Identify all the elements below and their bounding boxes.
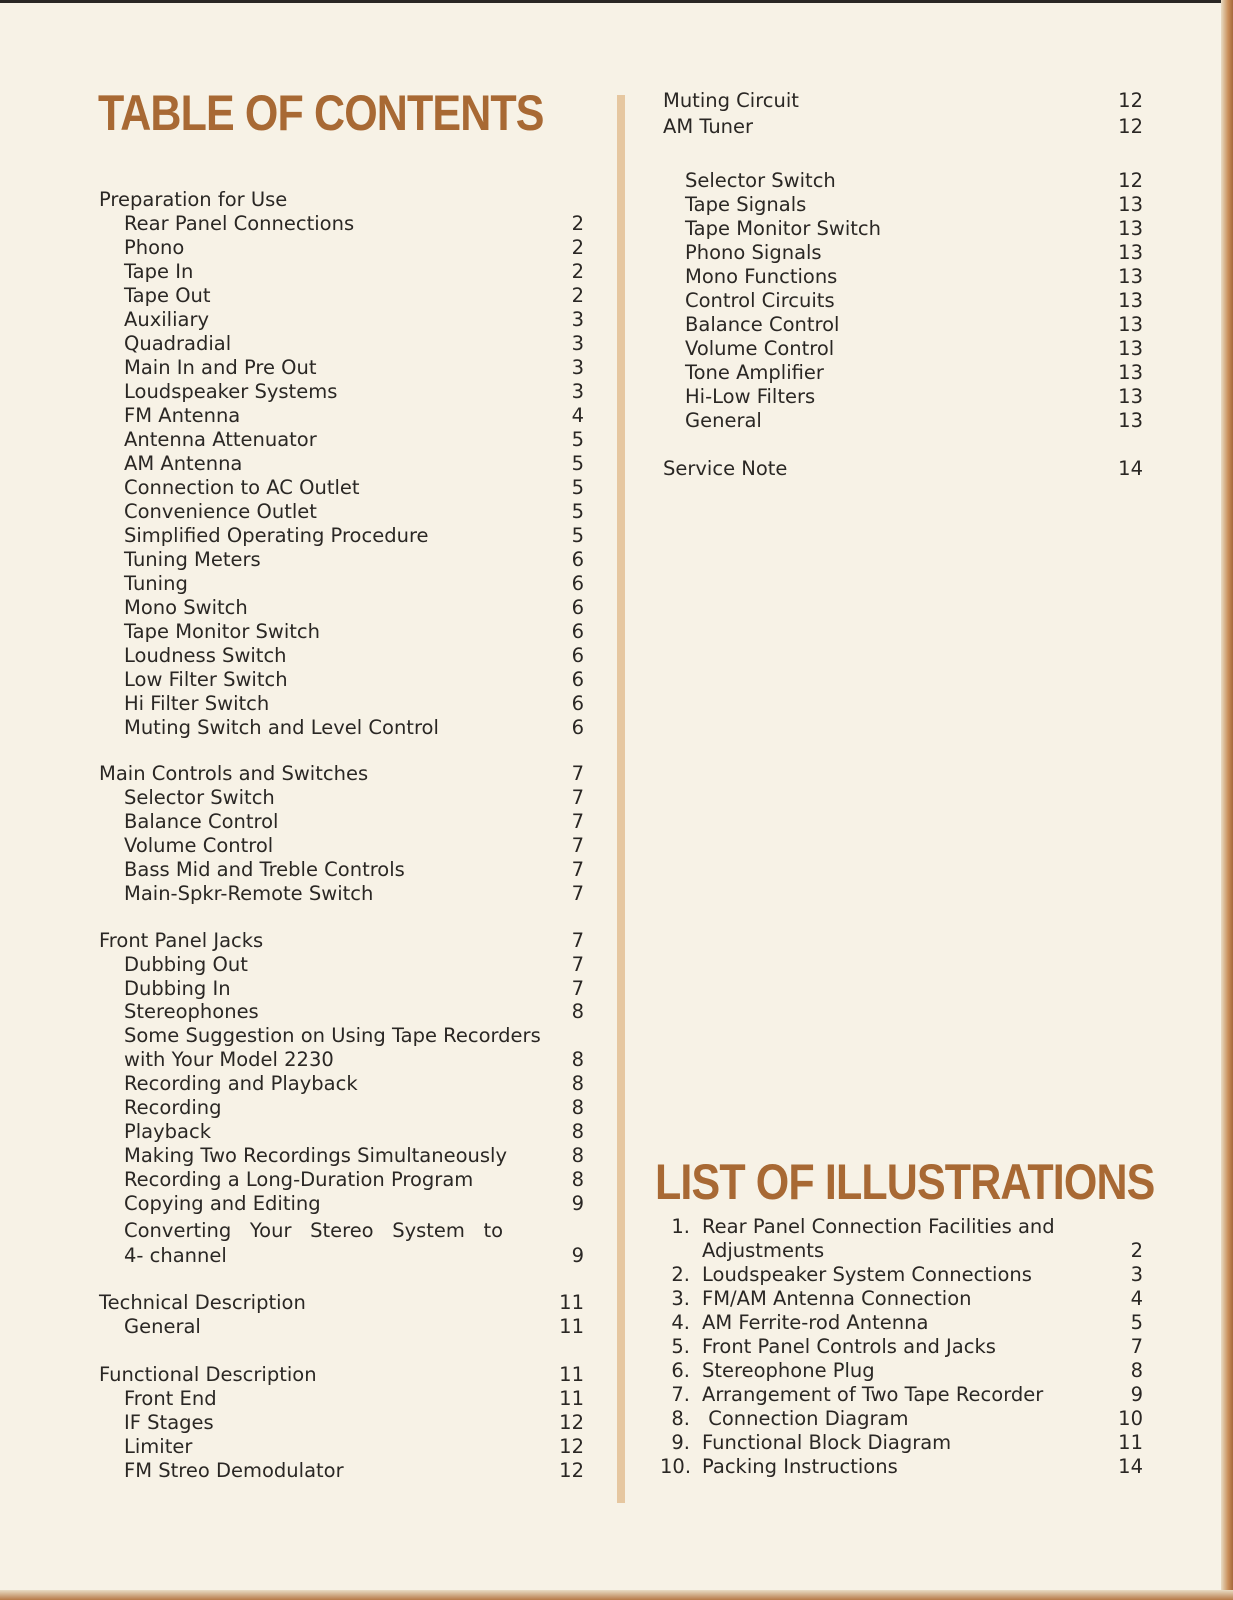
toc-entry-page: 9 bbox=[571, 1244, 584, 1267]
toc-entry bbox=[0, 1168, 584, 1192]
toc-entry bbox=[0, 409, 1143, 433]
toc-entry-page: 13 bbox=[1118, 217, 1143, 240]
toc-entry-label: Main Controls and Switches bbox=[99, 762, 369, 785]
toc-entry-page: 13 bbox=[1118, 409, 1143, 432]
toc-entry-page: 4 bbox=[571, 404, 584, 427]
illustration-number: 6. bbox=[671, 1359, 690, 1382]
toc-entry-label: Preparation for Use bbox=[99, 188, 288, 211]
toc-entry-label: Recording bbox=[124, 1096, 222, 1119]
illustration-page: 4 bbox=[1130, 1287, 1143, 1310]
toc-entry-label: Tape Monitor Switch bbox=[685, 217, 881, 240]
toc-entry-page: 13 bbox=[1118, 193, 1143, 216]
toc-entry-page: 12 bbox=[1118, 115, 1143, 138]
illustration-item bbox=[0, 1431, 1143, 1455]
toc-entry-label: Tape Signals bbox=[685, 193, 807, 216]
toc-entry-label: Selector Switch bbox=[124, 786, 275, 809]
toc-entry-page: 14 bbox=[1118, 457, 1143, 480]
toc-entry bbox=[0, 644, 584, 668]
illustrations-title: LIST OF ILLUSTRATIONS bbox=[655, 1154, 1155, 1210]
toc-entry bbox=[0, 169, 1143, 193]
toc-entry-label: Hi-Low Filters bbox=[685, 385, 816, 408]
toc-entry-label: Mono Functions bbox=[685, 265, 838, 288]
toc-entry bbox=[0, 1024, 584, 1048]
toc-entry-page: 6 bbox=[571, 572, 584, 595]
toc-entry bbox=[0, 524, 584, 548]
toc-entry-label: Copying and Editing bbox=[124, 1192, 321, 1215]
toc-entry-page: 7 bbox=[571, 834, 584, 857]
toc-entry-label: Functional Description bbox=[99, 1363, 317, 1386]
toc-entry bbox=[0, 500, 584, 524]
toc-entry-label: Balance Control bbox=[685, 313, 840, 336]
toc-entry-page: 7 bbox=[571, 882, 584, 905]
toc-entry-label: FM Antenna bbox=[124, 404, 241, 427]
toc-entry bbox=[0, 289, 1143, 313]
toc-entry-label: Volume Control bbox=[124, 834, 274, 857]
toc-entry-page: 11 bbox=[559, 1387, 584, 1410]
toc-entry-page: 13 bbox=[1118, 385, 1143, 408]
toc-entry-label: Balance Control bbox=[124, 810, 279, 833]
toc-entry-page: 12 bbox=[1118, 169, 1143, 192]
toc-entry-page: 8 bbox=[571, 1144, 584, 1167]
toc-entry bbox=[0, 337, 1143, 361]
illustration-label: Loudspeaker System Connections bbox=[702, 1263, 1032, 1286]
toc-entry-label: Bass Mid and Treble Controls bbox=[124, 858, 405, 881]
toc-entry-page: 5 bbox=[571, 452, 584, 475]
toc-entry-label: Low Filter Switch bbox=[124, 668, 288, 691]
toc-entry-page: 12 bbox=[1118, 89, 1143, 112]
toc-entry bbox=[0, 193, 1143, 217]
illustration-number: 9. bbox=[671, 1431, 690, 1454]
toc-entry-page: 7 bbox=[571, 929, 584, 952]
illustration-item bbox=[0, 1263, 1143, 1287]
toc-entry-label: AM Tuner bbox=[663, 115, 754, 138]
toc-entry bbox=[0, 858, 584, 882]
illustration-item bbox=[0, 1239, 1143, 1263]
toc-entry bbox=[0, 1096, 584, 1120]
toc-entry-label: Front End bbox=[124, 1387, 217, 1410]
illustration-label: Front Panel Controls and Jacks bbox=[702, 1335, 996, 1358]
toc-entry-label: Recording a Long-Duration Program bbox=[124, 1168, 474, 1191]
toc-entry bbox=[0, 1144, 584, 1168]
toc-entry-page: 6 bbox=[571, 716, 584, 739]
toc-entry bbox=[0, 1048, 584, 1072]
toc-entry-label: Volume Control bbox=[685, 337, 835, 360]
toc-entry-page: 12 bbox=[559, 1459, 584, 1482]
toc-entry-page: 6 bbox=[571, 644, 584, 667]
illustration-item bbox=[0, 1455, 1143, 1479]
toc-entry bbox=[0, 882, 584, 906]
toc-entry-page: 3 bbox=[571, 332, 584, 355]
toc-entry bbox=[0, 1120, 584, 1144]
illustration-label: AM Ferrite-rod Antenna bbox=[702, 1311, 929, 1334]
illustration-item bbox=[0, 1335, 1143, 1359]
toc-entry bbox=[0, 572, 584, 596]
toc-entry-label: Playback bbox=[124, 1120, 212, 1143]
illustration-label: Connection Diagram bbox=[702, 1407, 909, 1430]
illustration-number: 7. bbox=[671, 1383, 690, 1406]
illustration-label: FM/AM Antenna Connection bbox=[702, 1287, 972, 1310]
toc-entry-label: Front Panel Jacks bbox=[99, 929, 264, 952]
toc-entry-page: 7 bbox=[571, 762, 584, 785]
toc-entry bbox=[0, 810, 584, 834]
toc-entry-label: Tape In bbox=[124, 260, 194, 283]
toc-entry-page: 9 bbox=[571, 1192, 584, 1215]
toc-entry-label: Convenience Outlet bbox=[124, 500, 317, 523]
toc-entry-label: General bbox=[685, 409, 762, 432]
illustration-item bbox=[0, 1383, 1143, 1407]
toc-entry-page: 8 bbox=[571, 1072, 584, 1095]
toc-entry bbox=[0, 692, 584, 716]
toc-entry-label: Auxiliary bbox=[124, 308, 209, 331]
toc-entry-label: Limiter bbox=[124, 1435, 193, 1458]
toc-entry bbox=[0, 241, 1143, 265]
toc-entry-page: 5 bbox=[571, 500, 584, 523]
toc-entry bbox=[0, 668, 584, 692]
toc-entry-label: Control Circuits bbox=[685, 289, 835, 312]
toc-entry-label: General bbox=[124, 1315, 201, 1338]
illustration-item bbox=[0, 1407, 1143, 1431]
toc-entry-label: Recording and Playback bbox=[124, 1072, 358, 1095]
toc-entry-label: Tuning Meters bbox=[124, 548, 261, 571]
toc-entry-page: 7 bbox=[571, 858, 584, 881]
toc-entry-page: 2 bbox=[571, 212, 584, 235]
toc-entry-page: 7 bbox=[571, 953, 584, 976]
toc-entry-page: 8 bbox=[571, 1048, 584, 1071]
toc-entry-page: 12 bbox=[559, 1411, 584, 1434]
toc-entry-label: Phono Signals bbox=[685, 241, 822, 264]
illustration-label: Arrangement of Two Tape Recorder bbox=[702, 1383, 1044, 1406]
toc-entry-label: Mono Switch bbox=[124, 596, 248, 619]
toc-entry-page: 12 bbox=[559, 1435, 584, 1458]
illustration-number: 4. bbox=[671, 1311, 690, 1334]
toc-entry-page: 5 bbox=[571, 524, 584, 547]
illustration-item bbox=[0, 1359, 1143, 1383]
toc-entry-label: Some Suggestion on Using Tape Recorders bbox=[124, 1024, 541, 1047]
toc-entry bbox=[0, 385, 1143, 409]
toc-entry-label: Quadradial bbox=[124, 332, 232, 355]
toc-entry-label: Antenna Attenuator bbox=[124, 428, 317, 451]
illustration-label: Packing Instructions bbox=[702, 1455, 898, 1478]
toc-entry-page: 5 bbox=[571, 428, 584, 451]
toc-entry-label: with Your Model 2230 bbox=[124, 1048, 334, 1071]
toc-entry-label: Dubbing Out bbox=[124, 953, 248, 976]
toc-entry bbox=[0, 1192, 584, 1216]
illustration-item bbox=[0, 1215, 1143, 1239]
toc-entry-page: 7 bbox=[571, 810, 584, 833]
illustration-label: Adjustments bbox=[702, 1239, 825, 1262]
toc-entry-label: Connection to AC Outlet bbox=[124, 476, 360, 499]
toc-title: TABLE OF CONTENTS bbox=[98, 85, 544, 141]
toc-entry bbox=[0, 313, 1143, 337]
toc-entry-label: Loudness Switch bbox=[124, 644, 287, 667]
toc-entry bbox=[0, 596, 584, 620]
illustration-label: Rear Panel Connection Facilities and bbox=[702, 1215, 1055, 1238]
toc-entry-page: 8 bbox=[571, 1168, 584, 1191]
illustration-number: 8. bbox=[671, 1407, 690, 1430]
toc-entry bbox=[0, 929, 584, 953]
toc-entry bbox=[0, 115, 1143, 139]
illustration-page: 8 bbox=[1130, 1359, 1143, 1382]
toc-entry-page: 3 bbox=[571, 308, 584, 331]
toc-entry-label: Simplified Operating Procedure bbox=[124, 524, 429, 547]
toc-entry bbox=[0, 217, 1143, 241]
toc-entry bbox=[0, 361, 1143, 385]
toc-entry-page: 6 bbox=[571, 596, 584, 619]
illustration-page: 9 bbox=[1130, 1383, 1143, 1406]
illustration-page: 11 bbox=[1118, 1431, 1143, 1454]
toc-entry-label: Muting Switch and Level Control bbox=[124, 716, 439, 739]
toc-entry-page: 13 bbox=[1118, 241, 1143, 264]
toc-entry-page: 2 bbox=[571, 260, 584, 283]
illustration-number: 1. bbox=[671, 1215, 690, 1238]
illustration-number: 3. bbox=[671, 1287, 690, 1310]
toc-entry-page: 11 bbox=[559, 1363, 584, 1386]
toc-entry-page: 7 bbox=[571, 977, 584, 1000]
toc-entry-label: Converting Your Stereo System to bbox=[124, 1219, 504, 1242]
toc-entry-label: Muting Circuit bbox=[663, 89, 799, 112]
toc-entry-label: Tuning bbox=[124, 572, 188, 595]
toc-entry-label: Main-Spkr-Remote Switch bbox=[124, 882, 374, 905]
illustration-number: 5. bbox=[671, 1335, 690, 1358]
toc-entry-page: 3 bbox=[571, 380, 584, 403]
illustration-item bbox=[0, 1311, 1143, 1335]
toc-entry bbox=[0, 786, 584, 810]
toc-entry-page: 8 bbox=[571, 1120, 584, 1143]
illustration-number: 10. bbox=[660, 1455, 692, 1478]
toc-entry-page: 11 bbox=[559, 1291, 584, 1314]
illustration-label: Functional Block Diagram bbox=[702, 1431, 952, 1454]
toc-entry bbox=[0, 89, 1143, 113]
toc-entry-label: 4- channel bbox=[124, 1244, 227, 1267]
toc-entry-label: Making Two Recordings Simultaneously bbox=[124, 1144, 507, 1167]
toc-entry-label: Selector Switch bbox=[685, 169, 836, 192]
toc-entry-page: 13 bbox=[1118, 289, 1143, 312]
toc-entry-label: IF Stages bbox=[124, 1411, 214, 1434]
toc-entry bbox=[0, 1072, 584, 1096]
toc-entry-page: 2 bbox=[571, 236, 584, 259]
page-bottom-edge bbox=[0, 1590, 1233, 1600]
illustration-item bbox=[0, 1287, 1143, 1311]
toc-entry-page: 8 bbox=[571, 1096, 584, 1119]
toc-entry-label: Service Note bbox=[663, 457, 788, 480]
toc-entry-label: Dubbing In bbox=[124, 977, 231, 1000]
toc-entry-label: Technical Description bbox=[99, 1291, 306, 1314]
illustration-page: 3 bbox=[1130, 1263, 1143, 1286]
toc-entry bbox=[0, 457, 1143, 481]
toc-entry-label: Main In and Pre Out bbox=[124, 356, 317, 379]
toc-entry-page: 3 bbox=[571, 356, 584, 379]
illustration-number: 2. bbox=[671, 1263, 690, 1286]
toc-entry-page: 13 bbox=[1118, 313, 1143, 336]
toc-entry bbox=[0, 977, 584, 1001]
toc-entry bbox=[0, 953, 584, 977]
illustration-page: 10 bbox=[1118, 1407, 1143, 1430]
toc-entry bbox=[0, 762, 584, 786]
toc-entry-label: Tape Monitor Switch bbox=[124, 620, 320, 643]
toc-entry-page: 13 bbox=[1118, 265, 1143, 288]
toc-entry-page: 11 bbox=[559, 1315, 584, 1338]
page-right-edge bbox=[1221, 0, 1233, 1600]
toc-entry-label: Stereophones bbox=[124, 1000, 259, 1023]
illustration-page: 5 bbox=[1130, 1311, 1143, 1334]
page-top-edge bbox=[0, 0, 1233, 3]
toc-entry-page: 6 bbox=[571, 548, 584, 571]
toc-entry-label: Loudspeaker Systems bbox=[124, 380, 338, 403]
toc-entry-page: 13 bbox=[1118, 361, 1143, 384]
toc-entry-label: Tone Amplifier bbox=[685, 361, 824, 384]
toc-entry-page: 5 bbox=[571, 476, 584, 499]
toc-entry-label: Rear Panel Connections bbox=[124, 212, 355, 235]
toc-entry bbox=[0, 1000, 584, 1024]
toc-entry-page: 8 bbox=[571, 1000, 584, 1023]
toc-entry-label: AM Antenna bbox=[124, 452, 243, 475]
toc-entry-page: 2 bbox=[571, 284, 584, 307]
illustration-label: Stereophone Plug bbox=[702, 1359, 875, 1382]
toc-entry bbox=[0, 716, 584, 740]
illustration-page: 7 bbox=[1130, 1335, 1143, 1358]
illustration-page: 2 bbox=[1130, 1239, 1143, 1262]
toc-entry-label: Hi Filter Switch bbox=[124, 692, 270, 715]
toc-entry-label: Tape Out bbox=[124, 284, 211, 307]
toc-entry-label: Phono bbox=[124, 236, 185, 259]
toc-entry-page: 6 bbox=[571, 668, 584, 691]
toc-entry bbox=[0, 265, 1143, 289]
toc-entry bbox=[0, 548, 584, 572]
illustration-page: 14 bbox=[1118, 1455, 1143, 1478]
toc-entry bbox=[0, 620, 584, 644]
toc-entry-page: 6 bbox=[571, 692, 584, 715]
toc-entry-label: FM Streo Demodulator bbox=[124, 1459, 344, 1482]
toc-entry-page: 13 bbox=[1118, 337, 1143, 360]
toc-entry-page: 6 bbox=[571, 620, 584, 643]
toc-entry-page: 7 bbox=[571, 786, 584, 809]
toc-entry bbox=[0, 834, 584, 858]
